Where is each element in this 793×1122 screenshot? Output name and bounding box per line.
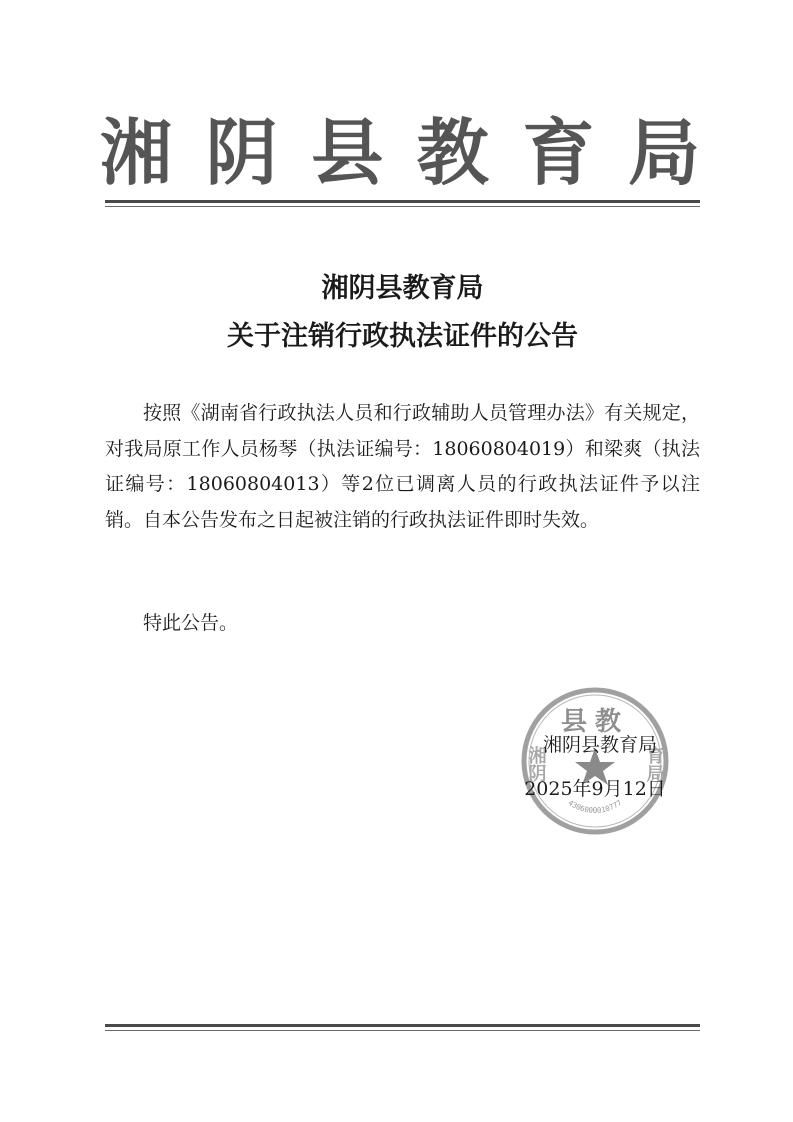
- document-title-line2: 关于注销行政执法证件的公告: [227, 321, 578, 352]
- letterhead-char: 湘: [100, 110, 173, 195]
- signature-date: 2025年9月12日: [524, 778, 666, 800]
- seal-bottom-code: 4306000010777: [566, 798, 624, 815]
- seal-right-text: 育局: [643, 746, 665, 782]
- letterhead-char: 育: [522, 110, 595, 195]
- seal-left-text: 湘阴: [525, 746, 547, 782]
- letterhead-char: 教: [416, 110, 489, 195]
- letterhead-char: 局: [627, 110, 700, 195]
- letterhead-title: [100, 108, 700, 198]
- letterhead-divider: [105, 200, 700, 203]
- footer-divider: [105, 1024, 700, 1027]
- signature-organization: 湘阴县教育局: [542, 734, 657, 756]
- letterhead-char: 阴: [205, 110, 278, 195]
- seal-top-text: 县教: [560, 707, 630, 737]
- body-paragraph: 按照《湖南省行政执法人员和行政辅助人员管理办法》有关规定，对我局原工作人员杨琴（执法证编号：18060804019）和梁爽（执法证编号：18060804013）等2位已调离人员的行政执法证件予以注销。自本公告发布之日起被注销的行政执法证件即时失效。: [105, 402, 700, 531]
- letterhead-char: 县: [311, 110, 384, 195]
- closing-line: 特此公告。: [143, 612, 239, 634]
- document-title-line1: 湘阴县教育局: [321, 273, 484, 304]
